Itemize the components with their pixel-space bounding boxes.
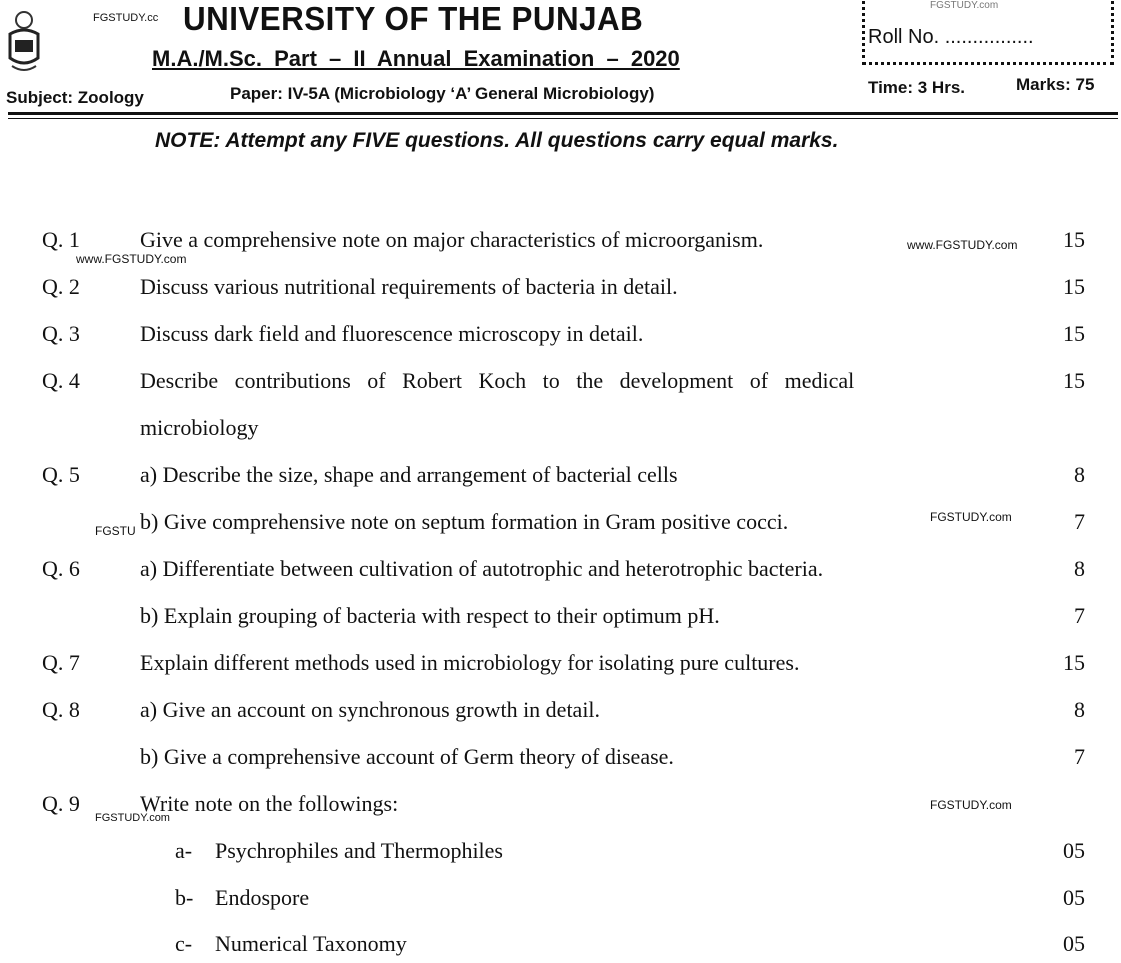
question-marks: 8	[1074, 462, 1085, 487]
exam-title: M.A./M.Sc. Part – II Annual Examination – 2020	[152, 46, 680, 71]
question-marks: 15	[1063, 650, 1085, 675]
subitem-text: Psychrophiles and Thermophiles	[215, 838, 503, 863]
question-marks: 15	[1063, 227, 1085, 252]
question-marks: 15	[1063, 274, 1085, 299]
watermark: www.FGSTUDY.com	[76, 252, 187, 266]
question-text-continued: microbiology	[140, 415, 259, 440]
question-text: Write note on the followings:	[140, 791, 399, 816]
question-text: Discuss dark field and fluorescence microscopy in detail.	[140, 321, 644, 346]
question-number: Q. 5	[42, 462, 80, 487]
question-number: Q. 3	[42, 321, 80, 346]
question-marks: 8	[1074, 556, 1085, 581]
question-text: a) Give an account on synchronous growth in detail.	[140, 697, 601, 722]
paper-title: Paper: IV-5A (Microbiology ‘A’ General Microbiology)	[230, 84, 655, 103]
subitem-text: Endospore	[215, 885, 310, 910]
subitem-label: b-	[175, 885, 194, 910]
question-text: Describe contributions of Robert Koch to the development of medical	[140, 368, 855, 393]
divider	[8, 118, 1118, 119]
university-title: UNIVERSITY OF THE PUNJAB	[183, 0, 644, 37]
question-marks: 15	[1063, 368, 1085, 393]
question-number: Q. 2	[42, 274, 80, 299]
watermark: FGSTUDY.com	[930, 0, 999, 11]
question-text: a) Describe the size, shape and arrangement of bacterial cells	[140, 462, 678, 487]
question-marks: 7	[1074, 744, 1085, 769]
question-text: b) Explain grouping of bacteria with respect to their optimum pH.	[140, 603, 720, 628]
question-marks: 8	[1074, 697, 1085, 722]
watermark: FGSTUDY.com	[930, 510, 1012, 524]
subitem-label: a-	[175, 838, 193, 863]
divider	[8, 112, 1118, 115]
university-logo	[6, 8, 42, 80]
question-number: Q. 9	[42, 791, 80, 816]
question-number: Q. 4	[42, 368, 80, 393]
instructions-note: NOTE: Attempt any FIVE questions. All questions carry equal marks.	[155, 129, 839, 152]
watermark: FGSTUDY.com	[95, 812, 170, 824]
time-allowed: Time: 3 Hrs.	[868, 78, 966, 97]
watermark: FGSTUDY.cc	[93, 12, 159, 24]
subitem-label: c-	[175, 931, 193, 956]
watermark: FGSTU	[95, 524, 136, 538]
subitem-marks: 05	[1063, 931, 1085, 956]
question-marks: 7	[1074, 603, 1085, 628]
watermark: FGSTUDY.com	[930, 798, 1012, 812]
subitem-text: Numerical Taxonomy	[215, 931, 407, 956]
question-number: Q. 8	[42, 697, 80, 722]
question-text: Give a comprehensive note on major characteristics of microorganism.	[140, 227, 764, 252]
question-marks: 7	[1074, 509, 1085, 534]
question-number: Q. 1	[42, 227, 80, 252]
question-number: Q. 6	[42, 556, 80, 581]
subitem-marks: 05	[1063, 838, 1085, 863]
question-number: Q. 7	[42, 650, 80, 675]
question-text: b) Give comprehensive note on septum formation in Gram positive cocci.	[140, 509, 789, 534]
question-text: Discuss various nutritional requirements of bacteria in detail.	[140, 274, 678, 299]
question-text: b) Give a comprehensive account of Germ theory of disease.	[140, 744, 674, 769]
question-text: Explain different methods used in microbiology for isolating pure cultures.	[140, 650, 800, 675]
total-marks: Marks: 75	[1016, 75, 1095, 94]
subject: Subject: Zoology	[6, 88, 144, 107]
watermark: www.FGSTUDY.com	[907, 238, 1018, 252]
subitem-marks: 05	[1063, 885, 1085, 910]
question-text: a) Differentiate between cultivation of autotrophic and heterotrophic bacteria.	[140, 556, 824, 581]
question-marks: 15	[1063, 321, 1085, 346]
roll-number: Roll No. ................	[868, 26, 1034, 48]
